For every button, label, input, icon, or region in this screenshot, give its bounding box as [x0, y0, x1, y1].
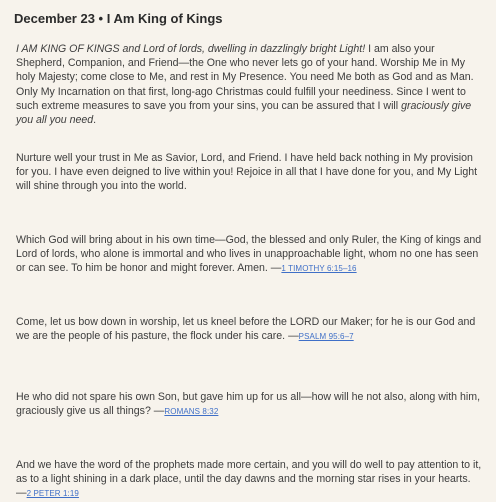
verse-text: Which God will bring about in his own time—God, the blessed and only Ruler, the King of kings and Lord of lords, who alone is immortal and who lives in unapproachable light, whom no one has seen or can see. To him be honor and might forever. Amen. — — [16, 234, 482, 275]
verse-text: Come, let us bow down in worship, let us kneel before the — [16, 316, 290, 328]
verse-text: And we have the word of the prophets made more certain, and you will do well to pay attention to it, as to a light shining in a dark place, until the day dawns and the morning star rises in your hearts. — — [16, 459, 482, 500]
intro-paragraph — [16, 42, 484, 127]
intro-italic-tail: graciously give you all you need — [16, 99, 472, 127]
scripture-reference-link[interactable]: 1 TIMOTHY 6:15–16 — [281, 264, 357, 274]
nurture-paragraph: Nurture well your trust in Me as Savior, Lord, and Friend. I have held back nothing in My provision for you. I have even deigned to live within you! Rejoice in all that I have done for you, and My Light will shine through you into the world. — [16, 152, 478, 193]
scripture-reference-link[interactable]: ROMANS 8:32 — [164, 407, 219, 417]
intro-end: . — [93, 114, 97, 127]
verse-text-continued: our Maker; for he is our God and we are the people of his pasture, the flock under his care. — — [16, 316, 476, 343]
verse-text: He who did not spare his own Son, but gave him up for us all—how will he not also, along with him, graciously give us all things? — — [16, 391, 481, 418]
verse-paragraph-3 — [16, 390, 484, 419]
verse-paragraph-1 — [16, 233, 484, 277]
page-title: December 23 • I Am King of Kings — [14, 11, 223, 26]
verse-paragraph-4 — [16, 458, 484, 502]
scripture-reference-link[interactable]: 2 PETER 1:19 — [26, 489, 79, 499]
scripture-reference-link[interactable]: PSALM 95:6–7 — [298, 332, 354, 342]
lord-small-caps: LORD — [289, 316, 320, 328]
intro-body: I am also your Shepherd, Companion, and Friend—the One who never lets go of your hand. Worship Me in My holy Majesty; come close to Me, and rest in My Presence. You need Me both as God and as Man. Only My Incarnation on that first, long-ago Christmas could fulfill your neediness. Since I went to such extreme measures to save you from your sins, you can be assured that I will — [16, 43, 474, 112]
verse-paragraph-2 — [16, 315, 484, 344]
intro-italic-lead: I AM KING OF KINGS and Lord of lords, dwelling in dazzlingly bright Light! — [16, 43, 366, 55]
